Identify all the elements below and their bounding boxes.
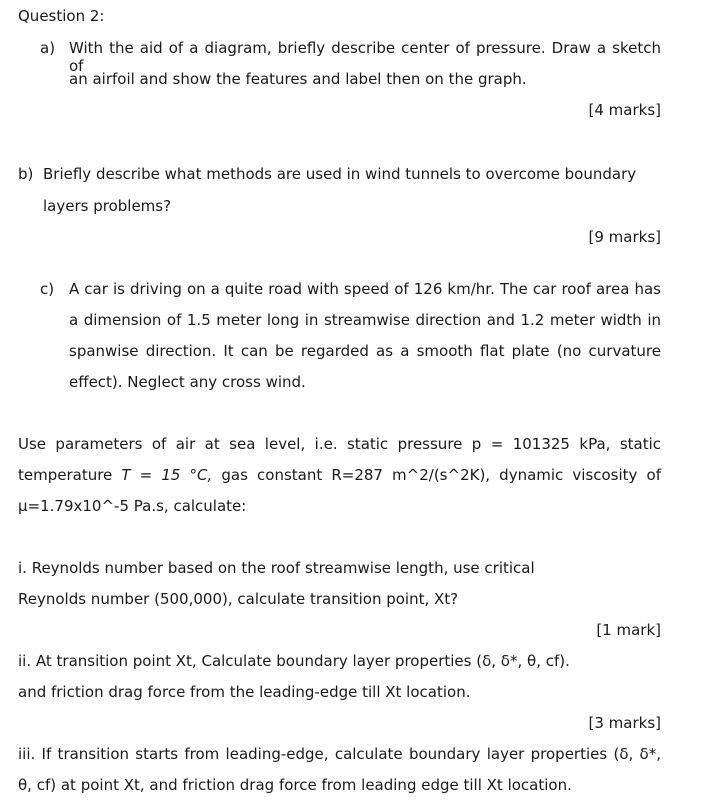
part-b-line-2: layers problems? [43, 197, 172, 215]
params-line-1: Use parameters of air at sea level, i.e. static pressure p = 101325 kPa, static [18, 435, 661, 453]
item-ii-line-1: ii. At transition point Xt, Calculate boundary layer properties (δ, δ*, θ, cf). [18, 652, 570, 670]
temperature-value: 15 °C, [161, 466, 213, 484]
params-line-2-post: gas constant R=287 m^2/(s^2K), dynamic viscosity of [212, 466, 661, 484]
part-b-line-1: Briefly describe what methods are used in wind tunnels to overcome boundary [43, 165, 637, 183]
params-line-3: μ=1.79x10^-5 Pa.s, calculate: [18, 497, 247, 515]
params-line-2 [18, 466, 661, 484]
part-b-marker: b) [18, 165, 34, 183]
part-a-line-2: an airfoil and show the features and label then on the graph. [69, 70, 527, 88]
part-b-marks: [9 marks] [588, 228, 661, 246]
question-heading: Question 2: [18, 7, 105, 25]
part-a-marks: [4 marks] [588, 101, 661, 119]
params-line-2-pre: temperature [18, 466, 122, 484]
params-equals: = [130, 466, 162, 484]
item-iii-line-2: θ, cf) at point Xt, and friction drag force from leading edge till Xt location. [18, 776, 572, 794]
item-ii-line-2: and friction drag force from the leading-edge till Xt location. [18, 683, 471, 701]
temperature-symbol: T [121, 466, 131, 484]
item-i-line-2: Reynolds number (500,000), calculate transition point, Xt? [18, 590, 459, 608]
part-c-marker: c) [40, 280, 55, 298]
part-c-line-1: A car is driving on a quite road with speed of 126 km/hr. The car roof area has [69, 280, 661, 298]
part-c-line-4: effect). Neglect any cross wind. [69, 373, 306, 391]
item-i-marks: [1 mark] [596, 621, 661, 639]
item-ii-marks: [3 marks] [588, 714, 661, 732]
part-a-line-1: With the aid of a diagram, briefly describe center of pressure. Draw a sketch of [69, 39, 661, 75]
part-c-line-3: spanwise direction. It can be regarded as a smooth flat plate (no curvature [69, 342, 661, 360]
part-c-line-2: a dimension of 1.5 meter long in streamwise direction and 1.2 meter width in [69, 311, 661, 329]
item-i-line-1: i. Reynolds number based on the roof streamwise length, use critical [18, 559, 535, 577]
part-a-marker: a) [40, 39, 56, 57]
item-iii-line-1: iii. If transition starts from leading-edge, calculate boundary layer properties (δ, δ*, [18, 745, 661, 763]
